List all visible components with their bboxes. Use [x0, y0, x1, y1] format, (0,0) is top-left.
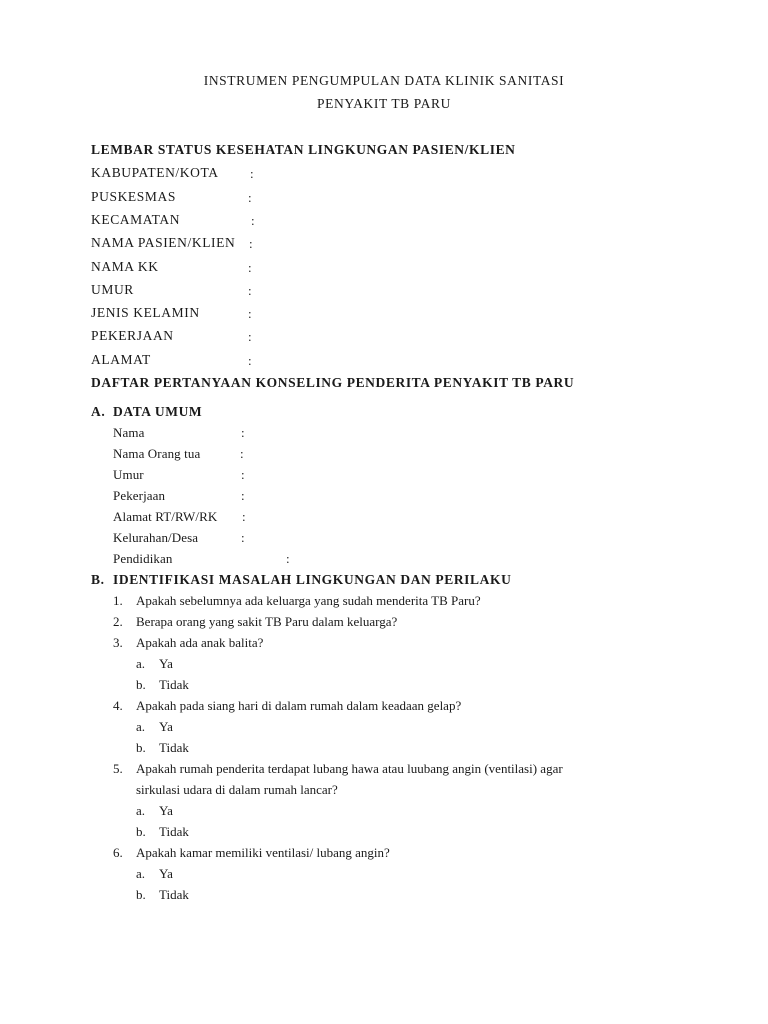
data-field-colon: :: [242, 509, 246, 524]
data-field-label: Umur: [113, 467, 144, 482]
question-number: 2.: [113, 614, 123, 629]
option-text: Ya: [159, 656, 173, 671]
questions-heading: DAFTAR PERTANYAAN KONSELING PENDERITA PENYAKIT TB PARU: [91, 375, 575, 390]
status-heading: LEMBAR STATUS KESEHATAN LINGKUNGAN PASIEN/KLIEN: [91, 142, 516, 157]
data-field-label: Nama Orang tua: [113, 446, 201, 461]
question-number: 3.: [113, 635, 123, 650]
data-field-colon: :: [241, 530, 245, 545]
question-text: Apakah pada siang hari di dalam rumah dalam keadaan gelap?: [136, 698, 462, 713]
document-title-line2: PENYAKIT TB PARU: [317, 96, 451, 111]
status-field-colon: :: [250, 166, 254, 181]
section-a-title: DATA UMUM: [113, 404, 203, 419]
option-text: Tidak: [159, 677, 189, 692]
option-text: Tidak: [159, 824, 189, 839]
option-letter: b.: [136, 887, 146, 902]
option-letter: b.: [136, 677, 146, 692]
option-text: Tidak: [159, 887, 189, 902]
question-number: 6.: [113, 845, 123, 860]
option-letter: a.: [136, 803, 146, 818]
section-b-title: IDENTIFIKASI MASALAH LINGKUNGAN DAN PERILAKU: [113, 572, 512, 587]
question-text-continued: sirkulasi udara di dalam rumah lancar?: [136, 782, 338, 797]
status-field-label: NAMA PASIEN/KLIEN: [91, 235, 236, 250]
data-field-colon: :: [286, 551, 290, 566]
status-field-colon: :: [249, 236, 253, 251]
status-field-label: KECAMATAN: [91, 212, 181, 227]
data-field-label: Pendidikan: [113, 551, 173, 566]
option-text: Tidak: [159, 740, 189, 755]
option-letter: b.: [136, 824, 146, 839]
question-text: Apakah rumah penderita terdapat lubang hawa atau luubang angin (ventilasi) agar: [136, 761, 563, 776]
status-field-label: UMUR: [91, 282, 134, 297]
question-text: Apakah sebelumnya ada keluarga yang sudah menderita TB Paru?: [136, 593, 481, 608]
status-field-label: NAMA KK: [91, 259, 159, 274]
question-number: 1.: [113, 593, 123, 608]
question-number: 4.: [113, 698, 123, 713]
option-text: Ya: [159, 803, 173, 818]
option-text: Ya: [159, 719, 173, 734]
data-field-label: Nama: [113, 425, 145, 440]
status-field-label: PEKERJAAN: [91, 328, 174, 343]
status-field-label: PUSKESMAS: [91, 189, 176, 204]
data-field-colon: :: [241, 488, 245, 503]
status-field-colon: :: [248, 306, 252, 321]
data-field-label: Pekerjaan: [113, 488, 166, 503]
question-text: Apakah kamar memiliki ventilasi/ lubang angin?: [136, 845, 390, 860]
document-title-line1: INSTRUMEN PENGUMPULAN DATA KLINIK SANITASI: [203, 73, 565, 88]
option-letter: a.: [136, 719, 146, 734]
status-field-colon: :: [248, 329, 252, 344]
data-field-colon: :: [240, 446, 244, 461]
status-field-label: KABUPATEN/KOTA: [91, 165, 219, 180]
question-text: Apakah ada anak balita?: [136, 635, 264, 650]
status-field-colon: :: [251, 213, 255, 228]
option-letter: a.: [136, 866, 146, 881]
question-text: Berapa orang yang sakit TB Paru dalam keluarga?: [136, 614, 398, 629]
data-field-colon: :: [241, 467, 245, 482]
question-number: 5.: [113, 761, 123, 776]
status-field-colon: :: [248, 283, 252, 298]
status-field-label: JENIS KELAMIN: [91, 305, 200, 320]
data-field-label: Alamat RT/RW/RK: [113, 509, 218, 524]
status-field-label: ALAMAT: [91, 352, 151, 367]
option-text: Ya: [159, 866, 173, 881]
status-field-colon: :: [248, 353, 252, 368]
section-b-letter: B.: [91, 572, 105, 587]
section-a-letter: A.: [91, 404, 106, 419]
status-field-colon: :: [248, 190, 252, 205]
data-field-label: Kelurahan/Desa: [113, 530, 199, 545]
option-letter: a.: [136, 656, 146, 671]
option-letter: b.: [136, 740, 146, 755]
data-field-colon: :: [241, 425, 245, 440]
status-field-colon: :: [248, 260, 252, 275]
